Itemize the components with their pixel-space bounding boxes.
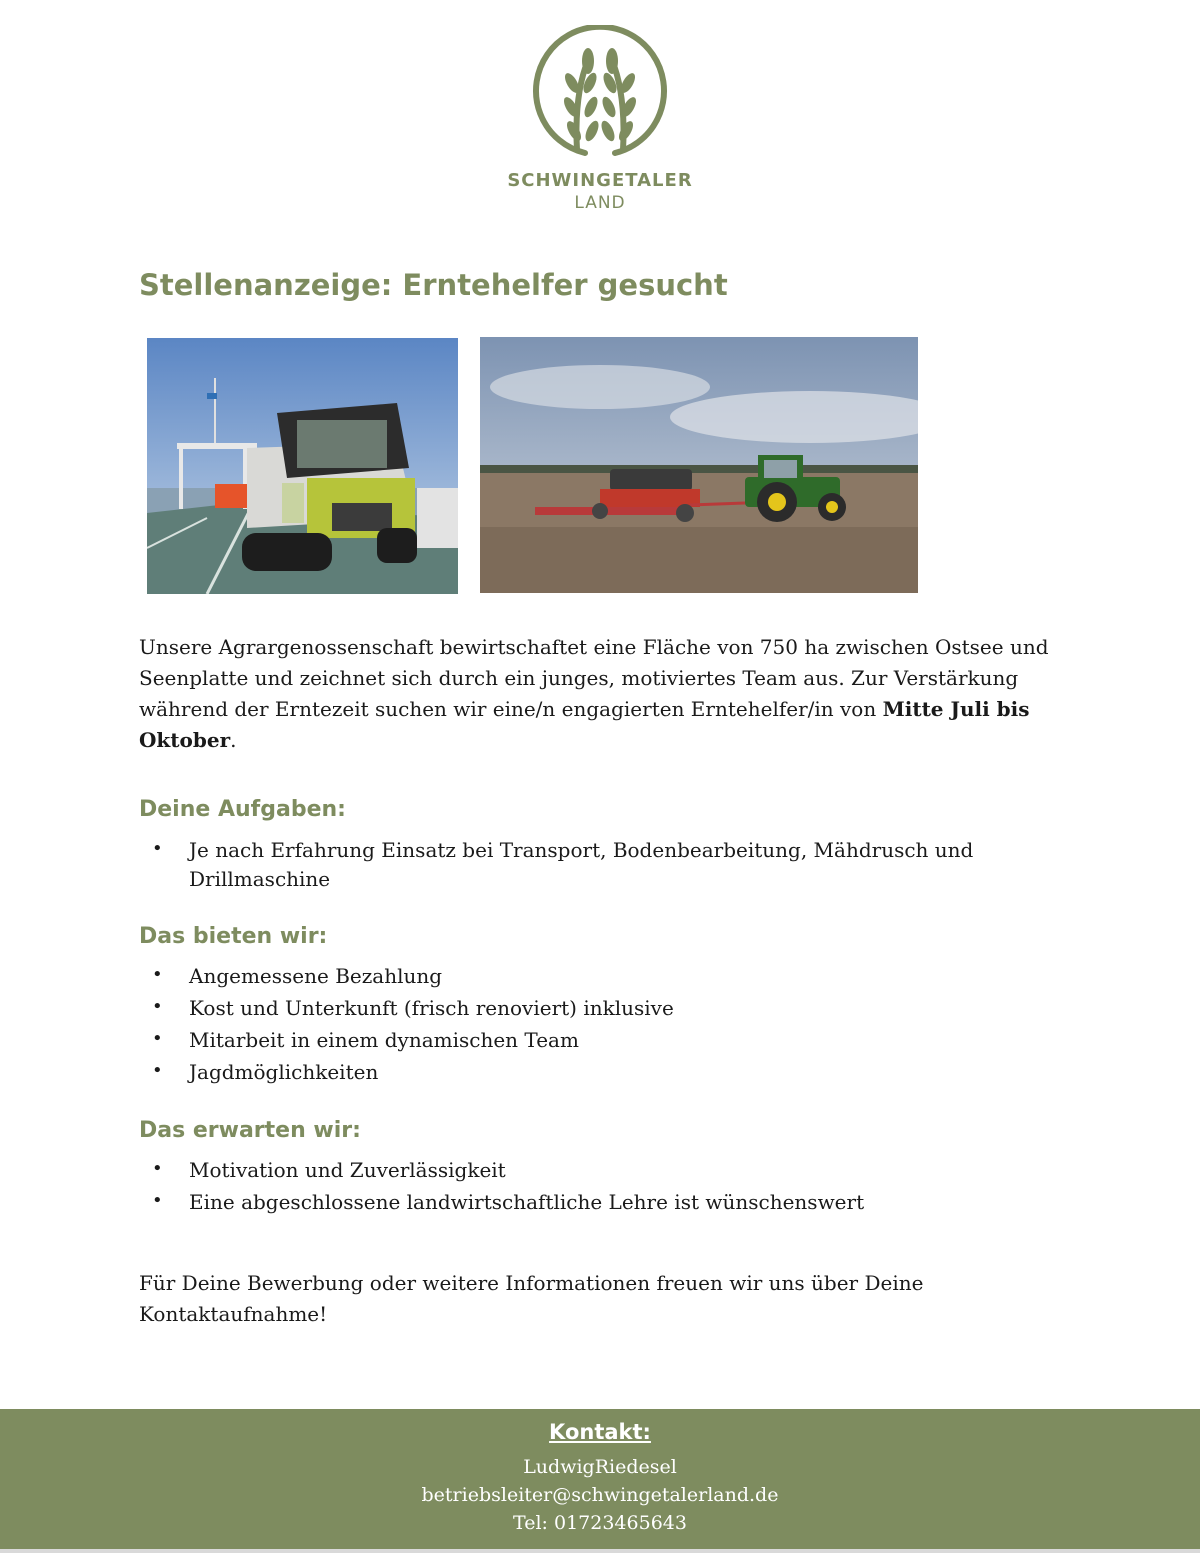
list-item: • Jagdmöglichkeiten <box>139 1058 1039 1087</box>
list-item: • Eine abgeschlossene landwirtschaftliche Lehre ist wünschenswert <box>139 1188 1039 1217</box>
bottom-divider <box>0 1549 1200 1553</box>
combine-harvester-on-ferry-photo <box>147 338 458 594</box>
intro-end: . <box>230 728 237 752</box>
contact-heading: Kontakt: <box>549 1420 651 1444</box>
list-item: • Je nach Erfahrung Einsatz bei Transport, Bodenbearbeitung, Mähdrusch und Drillmaschine <box>139 836 1039 894</box>
list-item: • Kost und Unterkunft (frisch renoviert) inklusive <box>139 994 1039 1023</box>
list-erwarten <box>139 1156 1039 1220</box>
list-item: • Motivation und Zuverlässigkeit <box>139 1156 1039 1185</box>
logo-text-line1: SCHWINGETALER <box>507 170 693 191</box>
section-heading-erwarten: Das erwarten wir: <box>139 1118 361 1143</box>
section-heading-bieten: Das bieten wir: <box>139 924 328 949</box>
tractor-with-seed-drill-photo <box>480 337 918 593</box>
list-item: • Angemessene Bezahlung <box>139 962 1039 991</box>
contact-name: LudwigRiedesel <box>523 1456 677 1478</box>
contact-footer <box>0 1409 1200 1549</box>
section-heading-aufgaben: Deine Aufgaben: <box>139 797 346 822</box>
contact-phone[interactable]: Tel: 01723465643 <box>513 1512 687 1534</box>
intro-text: Unsere Agrargenossenschaft bewirtschaftet eine Fläche von 750 ha zwischen Ostsee und Seenplatte und zeichnet sich durch ein junges, motiviertes Team aus. Zur Verstärkung während der Erntezeit suchen wir eine/n engagierten Erntehelfer/in von <box>139 635 1049 721</box>
contact-email[interactable]: betriebsleiter@schwingetalerland.de <box>421 1484 779 1506</box>
page-title: Stellenanzeige: Erntehelfer gesucht <box>139 268 728 302</box>
intro-paragraph <box>139 632 1069 756</box>
list-bieten <box>139 962 1039 1090</box>
list-item: • Mitarbeit in einem dynamischen Team <box>139 1026 1039 1055</box>
logo <box>0 25 1200 214</box>
list-aufgaben <box>139 836 1039 897</box>
logo-text-line2: LAND <box>574 193 626 213</box>
closing-paragraph: Für Deine Bewerbung oder weitere Informationen freuen wir uns über Deine Kontaktaufnahme! <box>139 1271 924 1326</box>
intro-period: Mitte Juli bis Oktober <box>139 697 1030 752</box>
wheat-circle-logo-icon <box>530 25 670 160</box>
